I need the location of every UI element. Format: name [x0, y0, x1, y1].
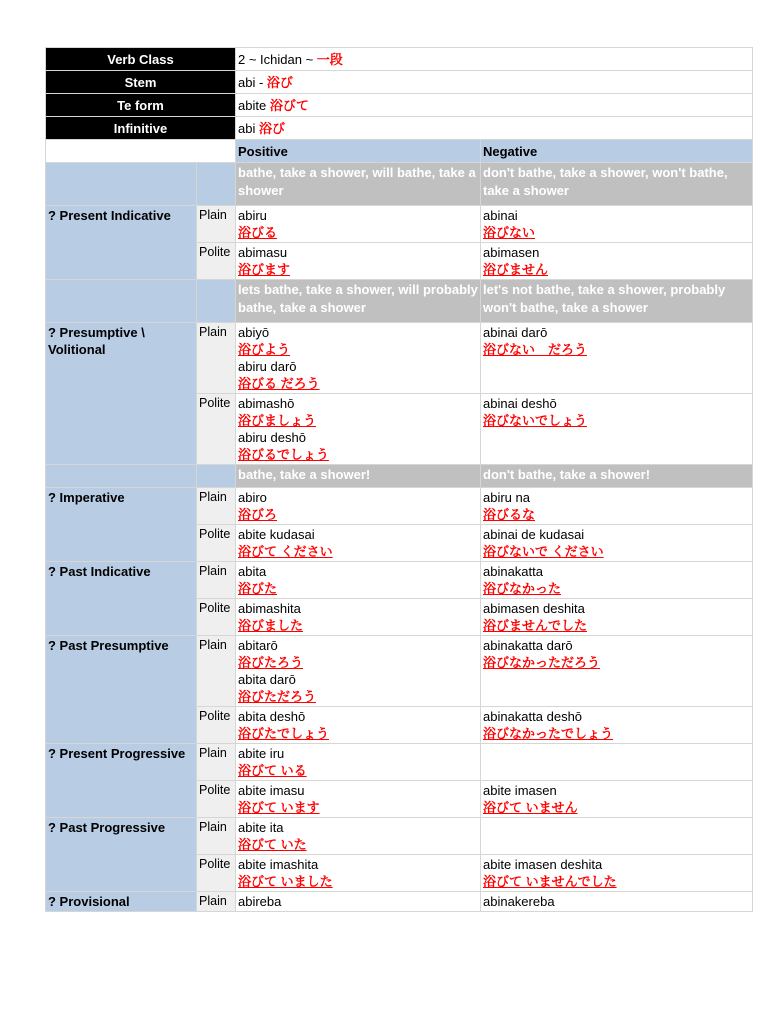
past-indicative-plain-negative: abinakatta 浴びなかった	[481, 562, 753, 599]
presumptive-title: ? Presumptive \ Volitional	[46, 323, 197, 465]
translation-row	[46, 163, 753, 206]
present-progressive-polite-negative: abite imasen 浴びて いません	[481, 781, 753, 818]
past-progressive-plain-negative	[481, 818, 753, 855]
conjugation-table	[45, 47, 753, 912]
positive-header: Positive	[236, 140, 481, 163]
translation-negative: let's not bathe, take a shower, probably won't bathe, take a shower	[481, 280, 753, 323]
stem-value: abi - 浴び	[236, 71, 753, 94]
column-header-row	[46, 140, 753, 163]
past-progressive-polite-negative: abite imasen deshita 浴びて いませんでした	[481, 855, 753, 892]
imperative-polite-positive: abite kudasai 浴びて ください	[236, 525, 481, 562]
plain-label: Plain	[197, 206, 236, 243]
te-form-row	[46, 94, 753, 117]
plain-label: Plain	[197, 488, 236, 525]
past-indicative-plain-row	[46, 562, 753, 599]
cat-fill	[46, 280, 197, 323]
polite-label: Polite	[197, 781, 236, 818]
present-indicative-plain-row	[46, 206, 753, 243]
present-indicative-title: ? Present Indicative	[46, 206, 197, 280]
past-indicative-title: ? Past Indicative	[46, 562, 197, 636]
past-presumptive-polite-negative: abinakatta deshō 浴びなかったでしょう	[481, 707, 753, 744]
past-indicative-polite-positive: abimashita 浴びました	[236, 599, 481, 636]
presumptive-polite-negative: abinai deshō 浴びないでしょう	[481, 394, 753, 465]
plain-label: Plain	[197, 562, 236, 599]
past-indicative-plain-positive: abita 浴びた	[236, 562, 481, 599]
plain-label: Plain	[197, 818, 236, 855]
infinitive-label: Infinitive	[46, 117, 236, 140]
present-progressive-polite-positive: abite imasu 浴びて います	[236, 781, 481, 818]
past-progressive-plain-row	[46, 818, 753, 855]
form-fill	[197, 280, 236, 323]
translation-row	[46, 465, 753, 488]
past-progressive-plain-positive: abite ita 浴びて いた	[236, 818, 481, 855]
verb-class-label: Verb Class	[46, 48, 236, 71]
translation-negative: don't bathe, take a shower!	[481, 465, 753, 488]
form-fill	[197, 465, 236, 488]
polite-label: Polite	[197, 394, 236, 465]
verb-class-row	[46, 48, 753, 71]
provisional-plain-row	[46, 892, 753, 912]
past-presumptive-plain-negative: abinakatta darō 浴びなかっただろう	[481, 636, 753, 707]
past-presumptive-title: ? Past Presumptive	[46, 636, 197, 744]
provisional-title: ? Provisional	[46, 892, 197, 912]
verb-class-value: 2 ~ Ichidan ~ 一段	[236, 48, 753, 71]
infinitive-value: abi 浴び	[236, 117, 753, 140]
translation-positive: bathe, take a shower!	[236, 465, 481, 488]
polite-label: Polite	[197, 599, 236, 636]
te-form-value: abite 浴びて	[236, 94, 753, 117]
form-fill	[197, 163, 236, 206]
provisional-plain-negative: abinakereba	[481, 892, 753, 912]
presumptive-plain-negative: abinai darō 浴びない だろう	[481, 323, 753, 394]
imperative-title: ? Imperative	[46, 488, 197, 562]
past-presumptive-plain-row	[46, 636, 753, 707]
past-progressive-polite-positive: abite imashita 浴びて いました	[236, 855, 481, 892]
past-indicative-polite-negative: abimasen deshita 浴びませんでした	[481, 599, 753, 636]
provisional-plain-positive: abireba	[236, 892, 481, 912]
present-progressive-plain-row	[46, 744, 753, 781]
translation-negative: don't bathe, take a shower, won't bathe, take a shower	[481, 163, 753, 206]
past-presumptive-polite-positive: abita deshō 浴びたでしょう	[236, 707, 481, 744]
imperative-plain-negative: abiru na 浴びるな	[481, 488, 753, 525]
present-indicative-plain-negative: abinai 浴びない	[481, 206, 753, 243]
present-progressive-plain-positive: abite iru 浴びて いる	[236, 744, 481, 781]
negative-header: Negative	[481, 140, 753, 163]
polite-label: Polite	[197, 855, 236, 892]
presumptive-plain-row	[46, 323, 753, 394]
present-progressive-title: ? Present Progressive	[46, 744, 197, 818]
imperative-polite-negative: abinai de kudasai 浴びないで ください	[481, 525, 753, 562]
polite-label: Polite	[197, 525, 236, 562]
translation-row	[46, 280, 753, 323]
present-indicative-polite-positive: abimasu 浴びます	[236, 243, 481, 280]
plain-label: Plain	[197, 323, 236, 394]
cat-fill	[46, 465, 197, 488]
presumptive-plain-positive: abiyō 浴びよう abiru darō 浴びる だろう	[236, 323, 481, 394]
presumptive-polite-positive: abimashō 浴びましょう abiru deshō 浴びるでしょう	[236, 394, 481, 465]
present-indicative-plain-positive: abiru 浴びる	[236, 206, 481, 243]
translation-positive: bathe, take a shower, will bathe, take a shower	[236, 163, 481, 206]
plain-label: Plain	[197, 636, 236, 707]
cat-fill	[46, 163, 197, 206]
past-presumptive-plain-positive: abitarō 浴びたろう abita darō 浴びただろう	[236, 636, 481, 707]
stem-label: Stem	[46, 71, 236, 94]
imperative-plain-row	[46, 488, 753, 525]
te-form-label: Te form	[46, 94, 236, 117]
plain-label: Plain	[197, 892, 236, 912]
polite-label: Polite	[197, 707, 236, 744]
imperative-plain-positive: abiro 浴びろ	[236, 488, 481, 525]
translation-positive: lets bathe, take a shower, will probably bathe, take a shower	[236, 280, 481, 323]
infinitive-row	[46, 117, 753, 140]
present-progressive-plain-negative	[481, 744, 753, 781]
stem-row	[46, 71, 753, 94]
polite-label: Polite	[197, 243, 236, 280]
blank-cell	[46, 140, 236, 163]
past-progressive-title: ? Past Progressive	[46, 818, 197, 892]
present-indicative-polite-negative: abimasen 浴びません	[481, 243, 753, 280]
plain-label: Plain	[197, 744, 236, 781]
